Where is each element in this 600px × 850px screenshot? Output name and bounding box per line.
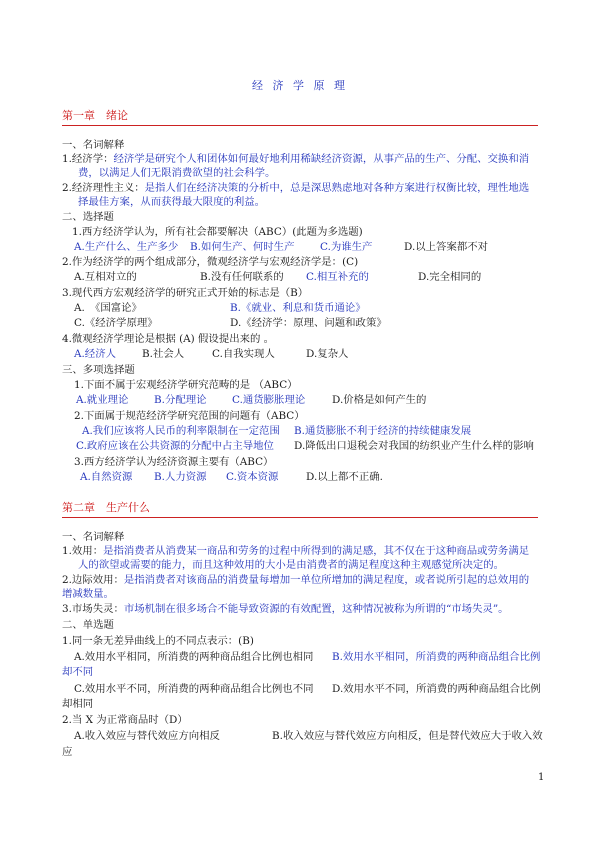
question-1-2: 2.作为经济学的两个组成部分，微观经济学与宏观经济学是：(C): [62, 256, 359, 268]
definition-marginal-utility: 2.边际效用：是指消费者对该商品的消费量每增加一单位所增加的满足程度，或者说所引起的总效用的: [62, 574, 530, 586]
question-2-2: 2.当 X 为正常商品时（D）: [62, 714, 188, 726]
definition-rationalism-cont: 择最佳方案，从而获得最大限度的利益。: [78, 196, 266, 208]
question-2-1: 1.同一条无差异曲线上的不同点表示：(B): [62, 635, 254, 647]
definition-utility: 1.效用：是指消费者从消费某一商品和劳务的过程中所得到的满足感，其不仅在于这种商品或劳务满足: [62, 545, 530, 557]
definition-rationalism: 2.经济理性主义：是指人们在经济决策的分析中，总是深思熟虑地对各种方案进行权衡比较，理性地选: [62, 182, 530, 194]
section-1-2: 二、选择题: [62, 211, 114, 223]
multi-question-2: 2.下面属于规范经济学研究范围的问题有（ABC）: [74, 410, 305, 422]
section-2-2: 二、单选题: [62, 619, 114, 631]
document-title: 经 济 学 原 理: [252, 79, 348, 92]
multi-question-1: 1.下面不属于宏观经济学研究范畴的是 （ABC）: [74, 379, 298, 391]
section-1-1: 一、名词解释: [62, 139, 125, 151]
question-1-3: 3.现代西方宏观经济学的研究正式开始的标志是（B）: [62, 287, 309, 299]
definition-economics: 1.经济学：经济学是研究个人和团体如何最好地利用稀缺经济资源，从事产品的生产、分配、交换和消: [62, 153, 530, 165]
chapter-1-rule: [62, 125, 538, 126]
definition-marginal-utility-cont: 增减数量。: [62, 588, 114, 600]
question-1-4: 4.微观经济学理论是根据 (A) 假设提出来的 。: [62, 333, 275, 345]
page-number: 1: [538, 772, 545, 783]
definition-utility-cont: 人的欲望或需要的能力，而且这种效用的大小是由消费者的满足程度这种主观感觉所决定的。: [78, 559, 505, 571]
section-2-1: 一、名词解释: [62, 531, 125, 543]
definition-market-failure: 3.市场失灵：市场机制在很多场合不能导致资源的有效配置，这种情况被称为所谓的“市场失灵”。: [62, 603, 509, 615]
question-1-1: 1.西方经济学认为，所有社会都要解决（ABC）(此题为多选题): [72, 226, 363, 238]
chapter-1-heading: 第一章 绪论: [62, 109, 128, 122]
chapter-2-heading: 第二章 生产什么: [62, 501, 150, 514]
definition-economics-cont: 费，以满足人们无限消费欲望的社会科学。: [78, 167, 276, 179]
question-2-1-option-b-cont: 却不同: [62, 666, 94, 678]
chapter-2-rule: [62, 517, 538, 518]
question-2-2-option-b-cont: 应: [62, 746, 73, 758]
question-2-1-option-d-cont: 却相同: [62, 698, 94, 710]
multi-question-3: 3.西方经济学认为经济资源主要有（ABC）: [74, 456, 274, 468]
section-1-3: 三、多项选择题: [62, 364, 135, 376]
